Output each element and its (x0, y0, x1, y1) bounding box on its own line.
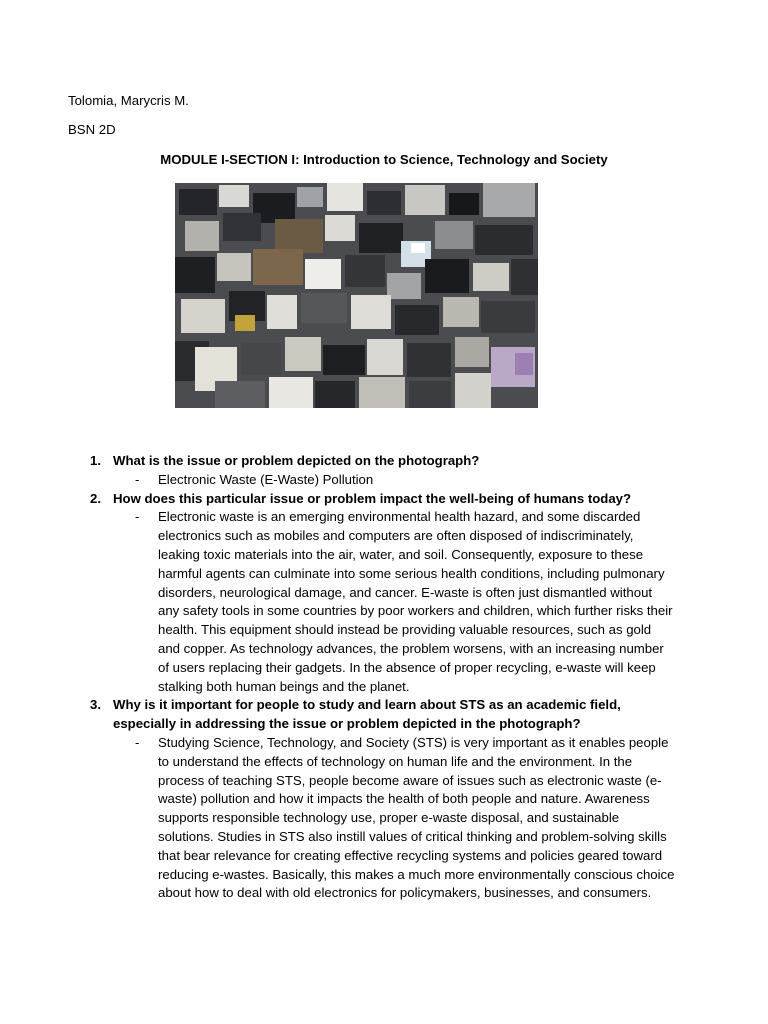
question-item-3 (90, 696, 710, 903)
answer-bullet: - (135, 734, 140, 750)
answer-text (158, 471, 703, 490)
answer-line: to understand the effects of technology on human life and the environment. In the (158, 753, 633, 769)
answer-line: supports responsible technology use, proper e-waste disposal, and sustainable (158, 810, 620, 826)
question-item-2 (90, 490, 710, 697)
answer-bullet: - (135, 509, 140, 525)
module-title: MODULE I-SECTION I: Introduction to Science, Technology and Society (160, 152, 608, 167)
question-number: 1. (90, 453, 101, 468)
answer-line: solutions. Studies in STS also instill values of critical thinking and problem-solving skills (158, 828, 667, 844)
question-list (90, 452, 710, 903)
answer (135, 508, 703, 696)
answer-line: harmful agents can culminate into some serious health conditions, including pulmonary (158, 565, 665, 581)
answer-line: stalking both human beings and the planet. (158, 678, 410, 694)
answer-text (158, 734, 703, 903)
answer-line: about how to deal with old electronics for policymakers, businesses, and consumers. (158, 885, 652, 901)
answer-line: Electronic waste is an emerging environmental health hazard, and some discarded (158, 509, 641, 525)
question-text (113, 696, 710, 734)
answer-line: waste) pollution and how it impacts the health of both people and nature. Awareness (158, 791, 650, 807)
question-line: especially in addressing the issue or problem depicted in the photograph? (113, 716, 581, 732)
answer (135, 471, 703, 490)
answer-line: that bear relevance for creating effective recycling systems and policies geared toward (158, 847, 663, 863)
answer-line: any safety tools in some countries by poor workers and children, which further risks their (158, 603, 673, 619)
answer-line: Studying Science, Technology, and Society (STS) is very important as it enables people (158, 734, 669, 750)
class-section: BSN 2D (68, 122, 116, 137)
question-line: Why is it important for people to study and learn about STS as an academic field, (113, 697, 621, 713)
answer-bullet: - (135, 471, 140, 487)
e-waste-photograph (175, 183, 538, 408)
author-name: Tolomia, Marycris M. (68, 93, 189, 108)
answer-line: electronics such as mobiles and computers are often disposed of indiscriminately, (158, 528, 634, 544)
question-number: 3. (90, 697, 101, 713)
answer (135, 734, 703, 903)
answer-line: leaking toxic materials into the air, water, and soil. Consequently, exposure to these (158, 546, 644, 562)
answer-line: process of teaching STS, people become aware of issues such as electronic waste (e- (158, 772, 662, 788)
question-text: How does this particular issue or problem impact the well-being of humans today? (113, 490, 632, 506)
answer-line: disorders, neurological damage, and cancer. E-waste is often just dismantled without (158, 584, 653, 600)
answer-line: reducing e-wastes. Basically, this makes a much more environmentally conscious choice (158, 866, 675, 882)
question-item-1 (90, 452, 710, 490)
question-number: 2. (90, 490, 101, 506)
answer-line: health. This equipment should instead be providing valuable resources, such as gold (158, 622, 652, 638)
answer-text (158, 508, 703, 696)
answer-line: of users replacing their gadgets. In the absence of proper recycling, e-waste will keep (158, 659, 656, 675)
answer-line: Electronic Waste (E-Waste) Pollution (158, 471, 374, 487)
question-text: What is the issue or problem depicted on the photograph? (113, 453, 480, 468)
answer-line: and copper. As technology advances, the problem worsens, with an increasing number (158, 640, 664, 656)
